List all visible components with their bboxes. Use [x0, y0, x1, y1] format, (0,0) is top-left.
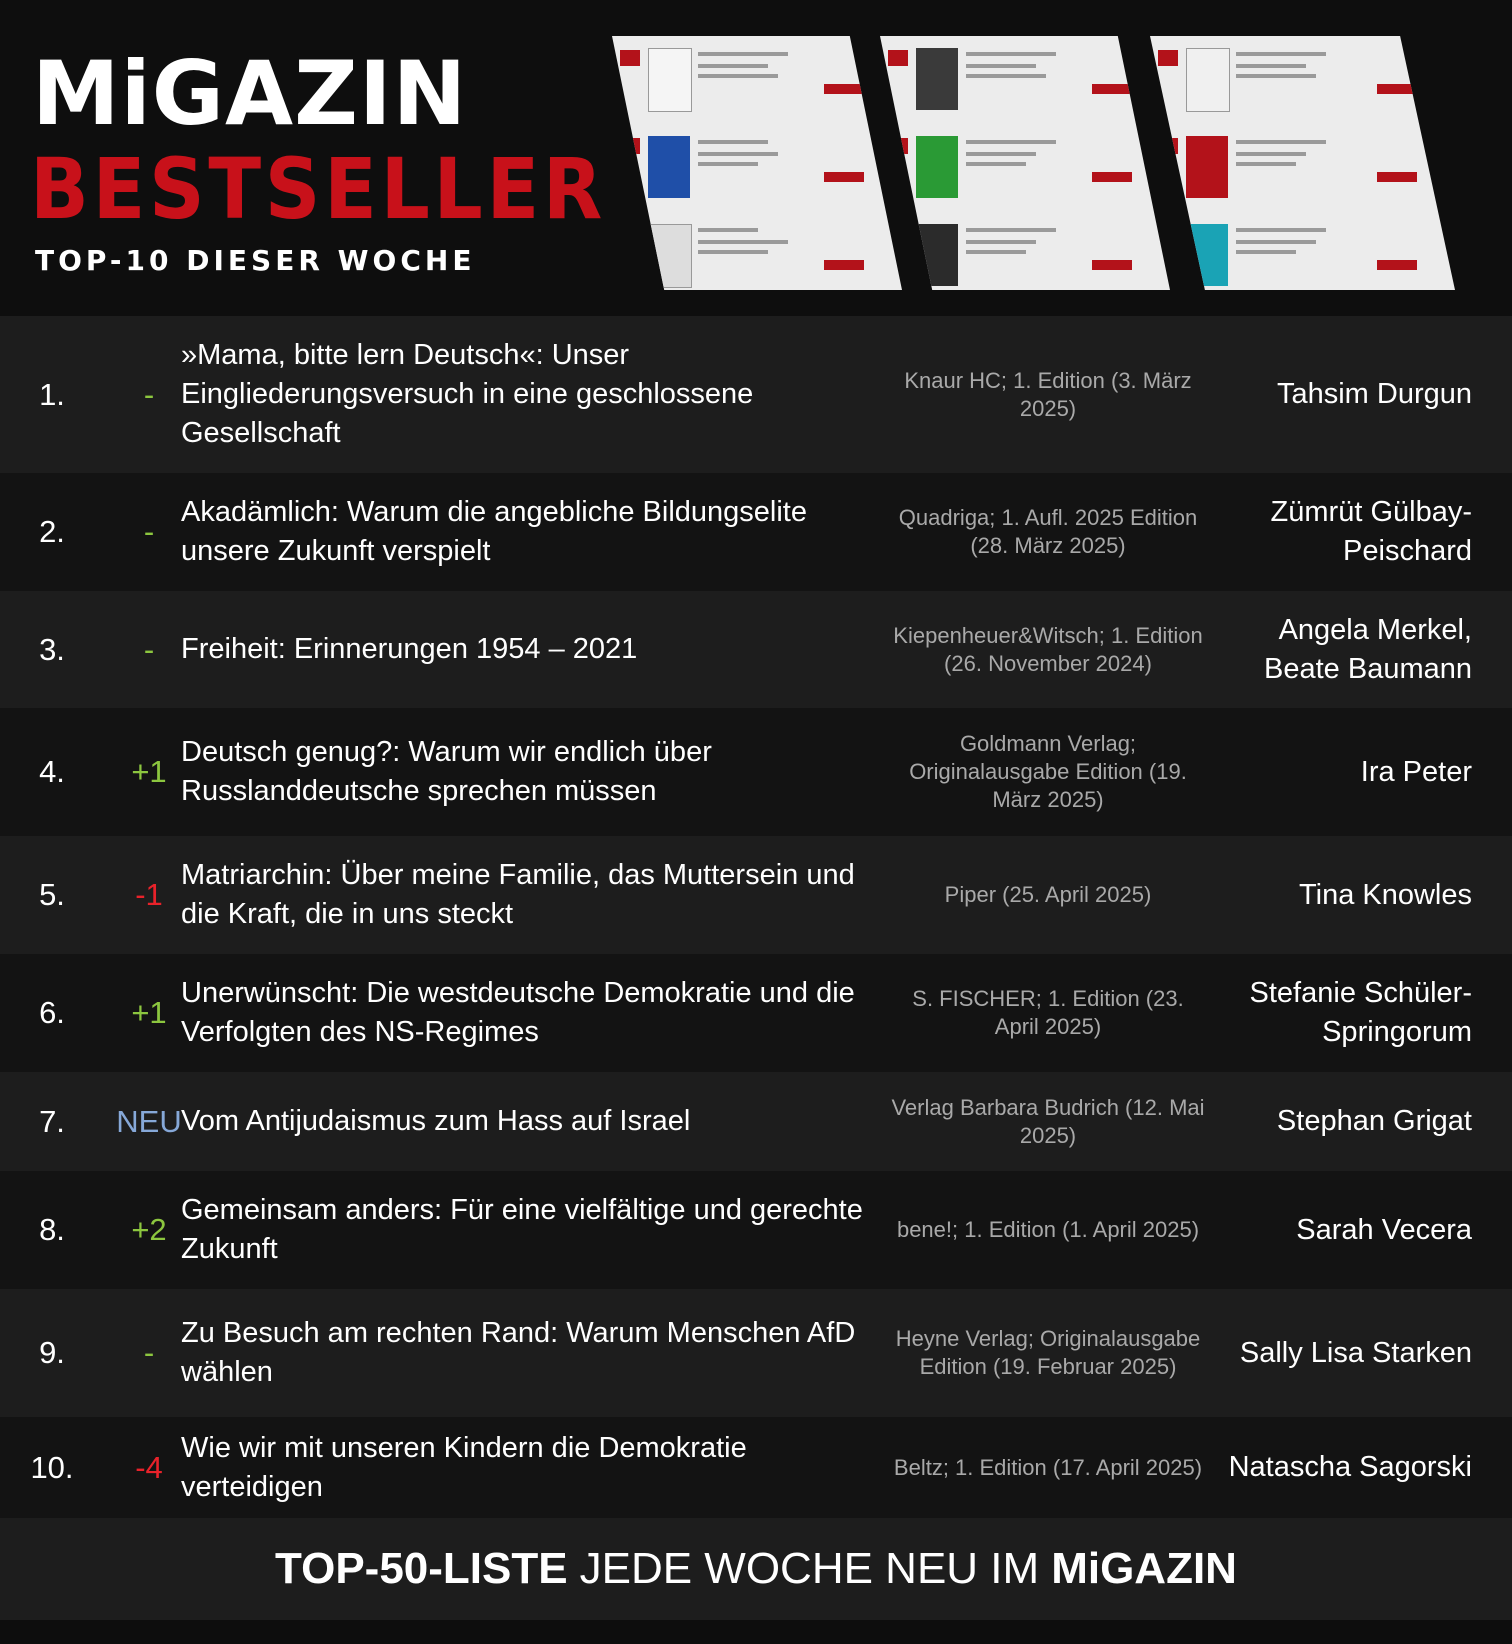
bestseller-list — [0, 316, 1512, 1518]
list-item — [0, 836, 1512, 954]
book-publisher: Goldmann Verlag; Originalausgabe Edition (19. März 2025) — [909, 731, 1187, 812]
rank-number: 10. — [30, 1449, 74, 1485]
list-item — [0, 591, 1512, 708]
rank-number: 5. — [39, 877, 65, 912]
rank-number: 8. — [39, 1212, 65, 1247]
rank-change: - — [143, 1335, 155, 1370]
list-item — [0, 1171, 1512, 1289]
rank-change: - — [143, 514, 155, 549]
rank-change: +2 — [131, 1212, 167, 1247]
rank-change: -4 — [135, 1449, 163, 1485]
rank-change: - — [143, 376, 155, 412]
list-item — [0, 1417, 1512, 1518]
book-author: Angela Merkel, Beate Baumann — [1264, 613, 1472, 685]
migazin-logo: MiGAZIN — [32, 42, 468, 145]
footer-banner — [0, 1518, 1512, 1620]
rank-change: -1 — [135, 877, 163, 912]
book-author: Ira Peter — [1360, 755, 1472, 788]
book-author: Stefanie Schüler-Springorum — [1249, 977, 1472, 1048]
list-preview-image-2 — [880, 36, 1170, 290]
list-item — [0, 1289, 1512, 1417]
rank-number: 3. — [39, 631, 65, 667]
rank-number: 9. — [39, 1335, 65, 1370]
footer-top50: TOP-50-LISTE — [275, 1544, 568, 1593]
book-author: Zümrüt Gülbay-Peischard — [1270, 496, 1472, 567]
list-preview-image-1 — [612, 36, 902, 290]
header — [0, 0, 1512, 316]
rank-change: +1 — [131, 754, 167, 789]
list-item — [0, 316, 1512, 473]
book-title: Deutsch genug?: Warum wir endlich über Russlanddeutsche sprechen müssen — [181, 736, 712, 807]
book-title: Gemeinsam anders: Für eine vielfältige und gerechte Zukunft — [181, 1194, 863, 1265]
book-publisher: Kiepenheuer&Witsch; 1. Edition (26. November 2024) — [893, 622, 1203, 676]
list-item — [0, 708, 1512, 836]
book-title: Freiheit: Erinnerungen 1954 – 2021 — [181, 633, 638, 665]
list-item — [0, 1072, 1512, 1171]
book-title: Wie wir mit unseren Kindern die Demokratie verteidigen — [181, 1431, 747, 1503]
book-publisher: Piper (25. April 2025) — [944, 882, 1152, 907]
book-publisher: Quadriga; 1. Aufl. 2025 Edition (28. März 2025) — [898, 505, 1198, 558]
book-publisher: bene!; 1. Edition (1. April 2025) — [896, 1217, 1200, 1242]
book-publisher: S. FISCHER; 1. Edition (23. April 2025) — [912, 986, 1184, 1039]
book-title: Akadämlich: Warum die angebliche Bildungselite unsere Zukunft verspielt — [181, 496, 807, 567]
book-title: »Mama, bitte lern Deutsch«: Unser Eingliederungsversuch in eine geschlossene Gesellschaft — [181, 339, 754, 449]
book-author: Tahsim Durgun — [1276, 378, 1472, 410]
rank-number: 1. — [39, 376, 65, 412]
book-publisher: Verlag Barbara Budrich (12. Mai 2025) — [891, 1094, 1205, 1148]
list-item — [0, 954, 1512, 1072]
list-preview-image-3 — [1150, 36, 1455, 290]
bottom-strip — [0, 1620, 1512, 1644]
book-author: Natascha Sagorski — [1228, 1451, 1472, 1483]
rank-change: - — [143, 631, 155, 667]
book-author: Sally Lisa Starken — [1239, 1336, 1472, 1369]
book-publisher: Heyne Verlag; Originalausgabe Edition (19. Februar 2025) — [895, 1326, 1201, 1379]
rank-change: +1 — [131, 995, 167, 1030]
book-publisher: Knaur HC; 1. Edition (3. März 2025) — [904, 367, 1192, 421]
rank-change: NEU — [116, 1103, 182, 1139]
book-title: Matriarchin: Über meine Familie, das Muttersein und die Kraft, die in uns steckt — [181, 859, 855, 930]
rank-number: 7. — [39, 1103, 65, 1139]
rank-number: 2. — [39, 514, 65, 549]
list-item — [0, 473, 1512, 591]
rank-number: 6. — [39, 995, 65, 1030]
book-author: Tina Knowles — [1298, 878, 1472, 911]
footer-logo: MiGAZIN — [1051, 1544, 1237, 1593]
book-author: Stephan Grigat — [1276, 1105, 1472, 1137]
footer-text: JEDE WOCHE NEU IM — [579, 1544, 1040, 1593]
book-author: Sarah Vecera — [1296, 1213, 1472, 1246]
rank-number: 4. — [39, 754, 65, 789]
book-title: Vom Antijudaismus zum Hass auf Israel — [181, 1105, 691, 1137]
book-publisher: Beltz; 1. Edition (17. April 2025) — [893, 1454, 1203, 1480]
book-title: Unerwünscht: Die westdeutsche Demokratie und die Verfolgten des NS-Regimes — [181, 977, 855, 1048]
top10-subtitle: TOP-10 DIESER WOCHE — [35, 244, 476, 277]
bestseller-headline: BESTSELLER — [30, 140, 607, 238]
book-title: Zu Besuch am rechten Rand: Warum Menschen AfD wählen — [181, 1317, 856, 1388]
